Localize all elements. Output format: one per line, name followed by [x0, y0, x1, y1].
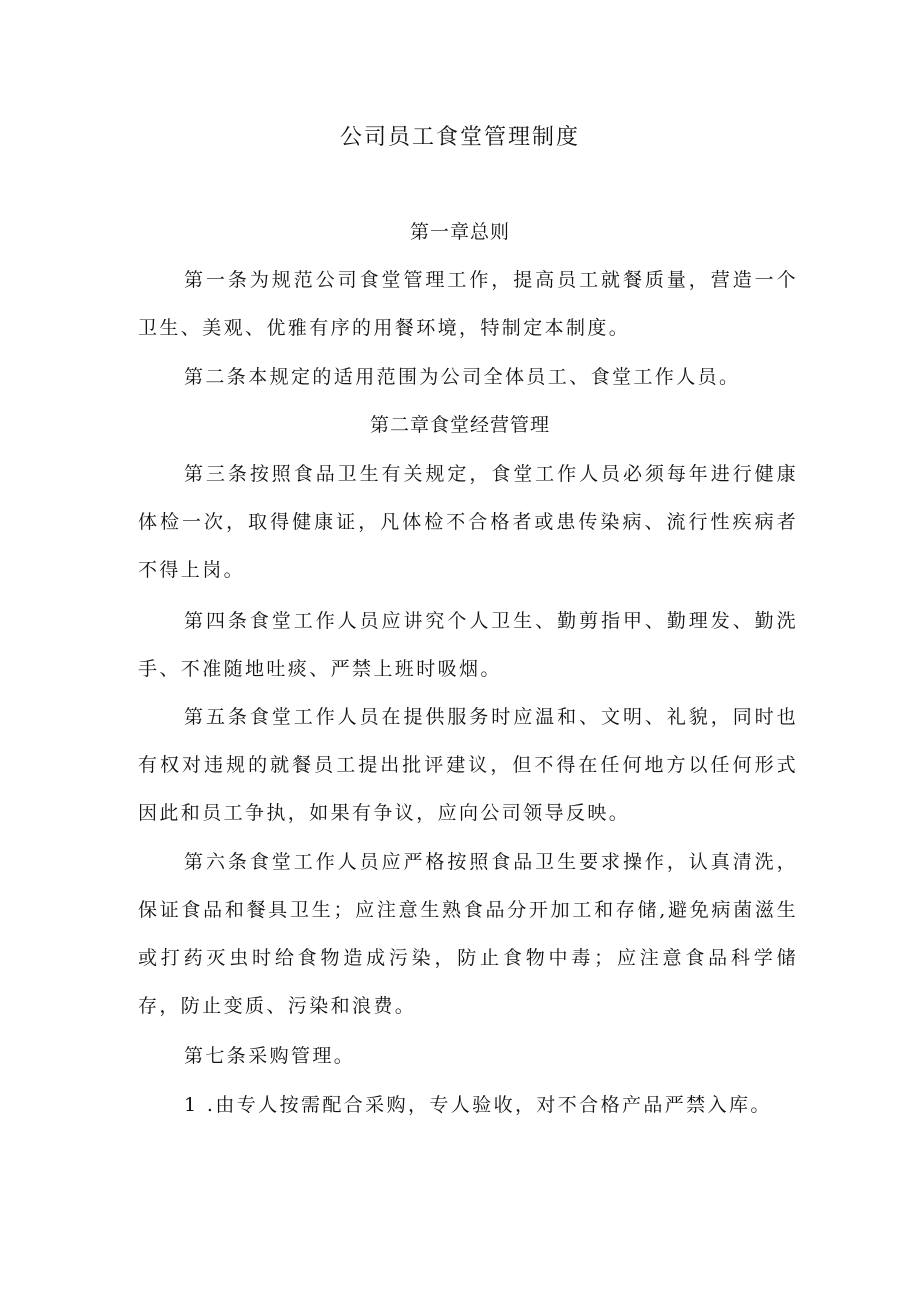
article-4: 第四条食堂工作人员应讲究个人卫生、勤剪指甲、勤理发、勤洗手、不准随地吐痰、严禁上班时吸烟。 [138, 610, 798, 680]
article-3: 第三条按照食品卫生有关规定，食堂工作人员必须每年进行健康体检一次，取得健康证，凡体检不合格者或患传染病、流行性疾病者不得上岗。 [138, 463, 798, 581]
article-7-item-1: 1 .由专人按需配合采购，专人验收，对不合格产品严禁入库。 [184, 1094, 772, 1116]
document-title: 公司员工食堂管理制度 [339, 125, 580, 150]
article-1: 第一条为规范公司食堂管理工作，提高员工就餐质量，营造一个卫生、美观、优雅有序的用餐环境，特制定本制度。 [138, 269, 798, 339]
article-5: 第五条食堂工作人员在提供服务时应温和、文明、礼貌，同时也有权对违规的就餐员工提出批评建议，但不得在任何地方以任何形式因此和员工争执，如果有争议，应向公司领导反映。 [138, 706, 798, 824]
article-7: 第七条采购管理。 [184, 1045, 356, 1067]
article-2: 第二条本规定的适用范围为公司全体员工、食堂工作人员。 [184, 366, 741, 388]
article-6: 第六条食堂工作人员应严格按照食品卫生要求操作，认真清洗，保证食品和餐具卫生；应注意生熟食品分开加工和存储,避免病菌滋生或打药灭虫时给食物造成污染，防止食物中毒；应注意食品科学储存，防止变质、污染和浪费。 [138, 851, 798, 1017]
chapter-1-heading: 第一章总则 [409, 221, 510, 243]
chapter-2-heading: 第二章食堂经营管理 [369, 414, 550, 436]
